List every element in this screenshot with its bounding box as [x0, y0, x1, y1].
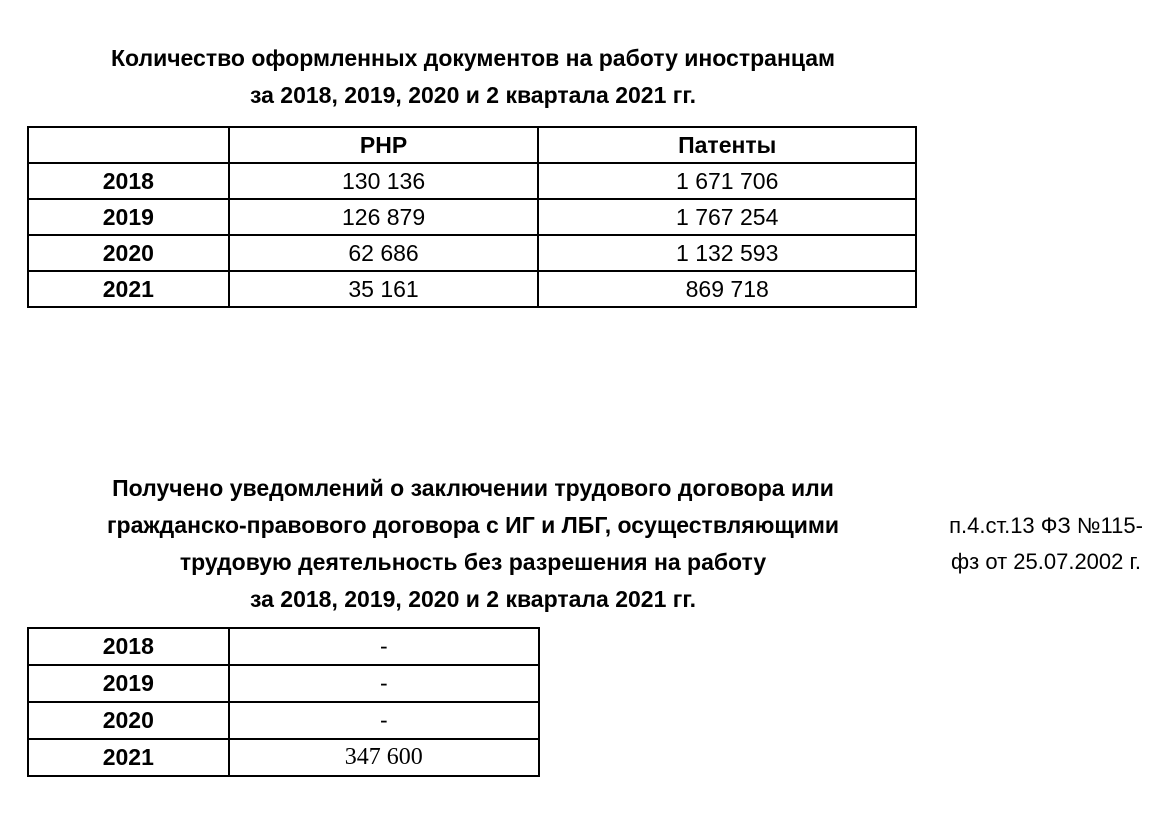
- row-year: 2018: [28, 163, 229, 199]
- documents-table: [27, 126, 917, 308]
- header-patents: Патенты: [538, 127, 916, 163]
- table-header-row: [28, 127, 916, 163]
- rnr-value: 35 161: [229, 271, 539, 307]
- header-rnr: РНР: [229, 127, 539, 163]
- table-row: [28, 163, 916, 199]
- row-year: 2019: [28, 665, 229, 702]
- table-row: [28, 235, 916, 271]
- table-row: [28, 702, 539, 739]
- row-year: 2020: [28, 235, 229, 271]
- notification-value: 347 600: [229, 739, 539, 776]
- note-line-1: п.4.ст.13 ФЗ №115-: [949, 513, 1143, 538]
- section2-title: [0, 470, 946, 618]
- row-year: 2019: [28, 199, 229, 235]
- row-year: 2020: [28, 702, 229, 739]
- header-empty-cell: [28, 127, 229, 163]
- section2-title-line-3: трудовую деятельность без разрешения на работу: [179, 549, 767, 575]
- section1-title-line-1: Количество оформленных документов на работу иностранцам: [110, 45, 836, 71]
- row-year: 2018: [28, 628, 229, 665]
- notifications-table: [27, 627, 540, 777]
- patents-value: 1 671 706: [538, 163, 916, 199]
- table-row: [28, 199, 916, 235]
- section2-title-line-1: Получено уведомлений о заключении трудового договора или: [112, 475, 834, 501]
- table-row: [28, 665, 539, 702]
- patents-value: 1 767 254: [538, 199, 916, 235]
- rnr-value: 126 879: [229, 199, 539, 235]
- notification-value: -: [229, 702, 539, 739]
- patents-value: 869 718: [538, 271, 916, 307]
- row-year: 2021: [28, 271, 229, 307]
- section1-title-line-2: за 2018, 2019, 2020 и 2 квартала 2021 гг.: [249, 82, 696, 108]
- row-year: 2021: [28, 739, 229, 776]
- section2-title-line-2: гражданско-правового договора с ИГ и ЛБГ, осуществляющими: [106, 512, 840, 538]
- patents-value: 1 132 593: [538, 235, 916, 271]
- table-row: [28, 271, 916, 307]
- table-row: [28, 739, 539, 776]
- rnr-value: 130 136: [229, 163, 539, 199]
- rnr-value: 62 686: [229, 235, 539, 271]
- section2-title-line-4: за 2018, 2019, 2020 и 2 квартала 2021 гг.: [249, 586, 696, 612]
- section1-title: [0, 40, 946, 114]
- table-row: [28, 628, 539, 665]
- notification-value: -: [229, 628, 539, 665]
- notification-value: -: [229, 665, 539, 702]
- legal-reference-note: [924, 508, 1168, 580]
- note-line-2: фз от 25.07.2002 г.: [951, 549, 1141, 574]
